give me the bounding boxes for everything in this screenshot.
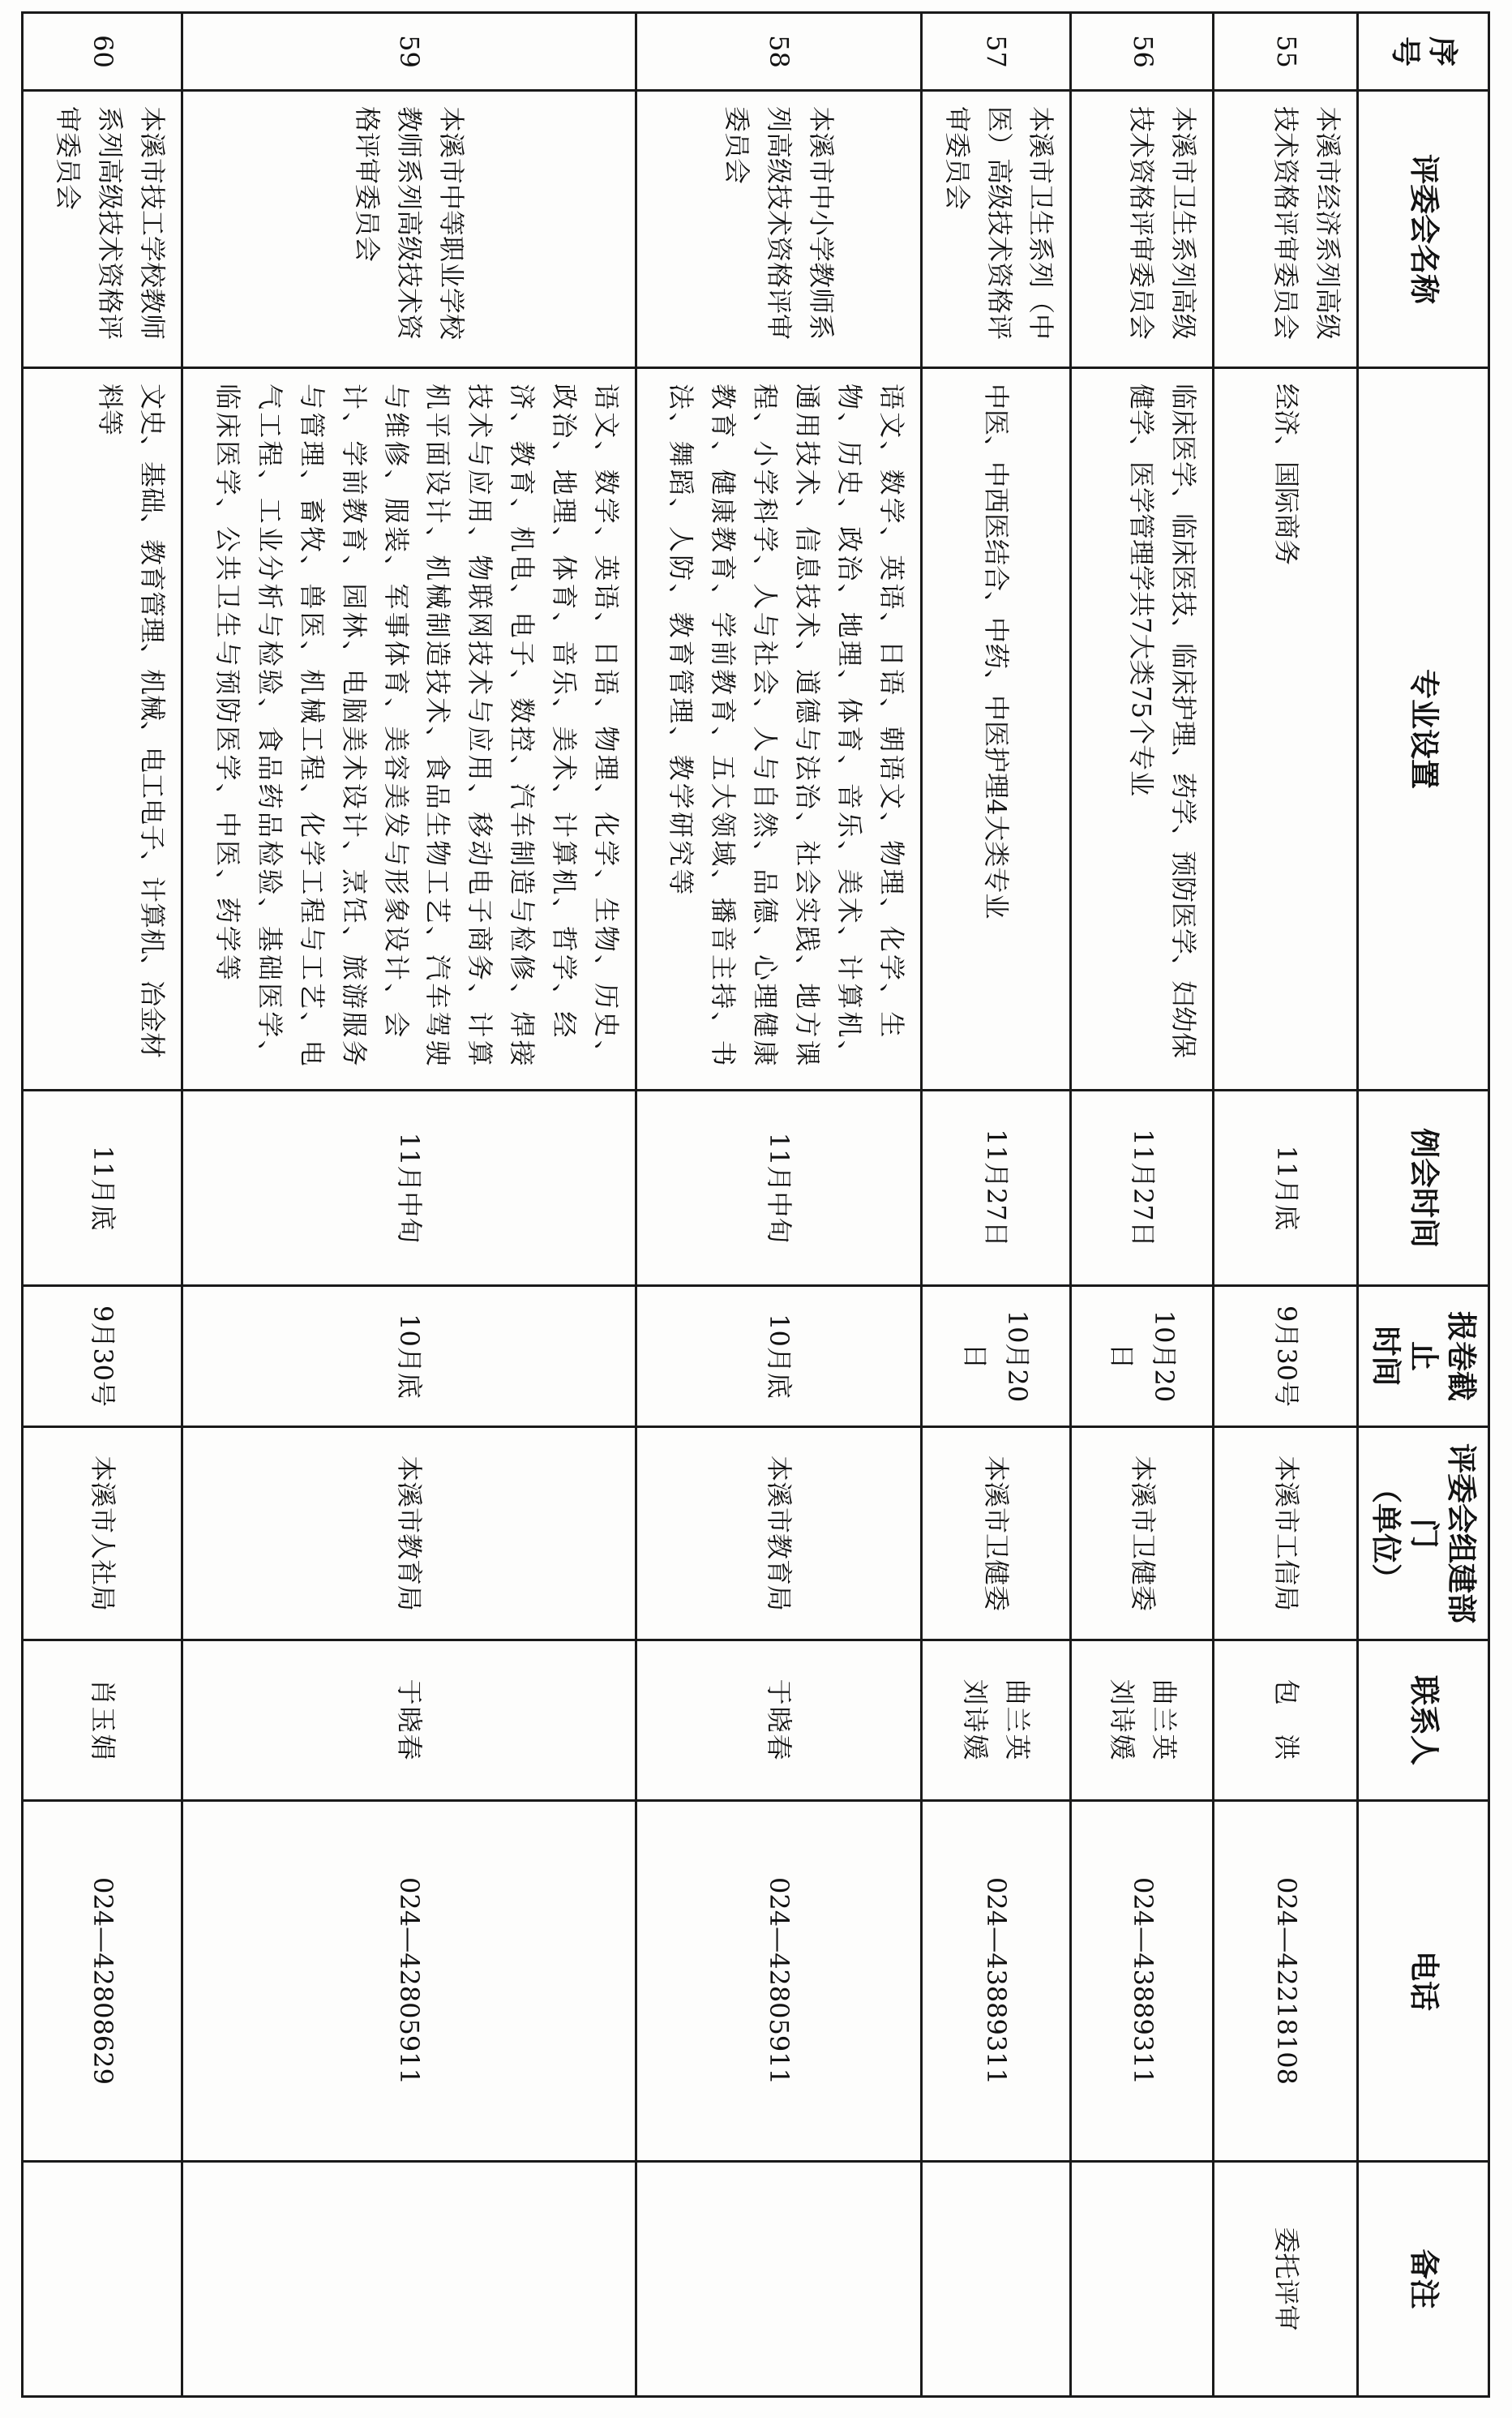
cell-name: 本溪市卫生系列高级技术资格评审委员会 [1071, 91, 1214, 368]
cell-seq: 58 [636, 13, 921, 91]
cell-seq: 60 [23, 13, 182, 91]
header-org-line1: 评委会组建部门 [1406, 1443, 1479, 1623]
contact-line1: 于晓春 [394, 1678, 426, 1762]
cell-org: 本溪市教育局 [182, 1427, 636, 1640]
cell-deadline: 10月20日 [1071, 1286, 1214, 1427]
cell-phone: 024—42218108 [1214, 1801, 1358, 2162]
cell-deadline: 9月30号 [1214, 1286, 1358, 1427]
cell-remark [1071, 2162, 1214, 2397]
cell-specialties: 文史、基础、教育管理、机械、电工电子、计算机、冶金材料等 [23, 368, 182, 1091]
cell-deadline: 9月30号 [23, 1286, 182, 1427]
cell-meeting-time: 11月中旬 [182, 1091, 636, 1286]
cell-contact [23, 1640, 182, 1801]
header-phone: 电话 [1358, 1801, 1489, 2162]
cell-name: 本溪市经济系列高级技术资格评审委员会 [1214, 91, 1358, 368]
contact-line1: 曲兰英 [1002, 1678, 1034, 1762]
cell-meeting-time: 11月中旬 [636, 1091, 921, 1286]
cell-org: 本溪市工信局 [1214, 1427, 1358, 1640]
contact-line1: 于晓春 [764, 1678, 795, 1762]
contact-line1: 包 洪 [1270, 1678, 1302, 1762]
cell-contact [182, 1640, 636, 1801]
cell-name: 本溪市卫生系列（中医）高级技术资格评审委员会 [921, 91, 1071, 368]
header-contact: 联系人 [1358, 1640, 1489, 1801]
table-row [921, 13, 1071, 2397]
header-deadline [1358, 1286, 1489, 1427]
cell-deadline: 10月底 [182, 1286, 636, 1427]
cell-remark: 委托评审 [1214, 2162, 1358, 2397]
table-row [23, 13, 182, 2397]
cell-specialties: 语文、数学、英语、日语、朝语文、物理、化学、生物、历史、政治、地理、体育、音乐、美术、计算机、通用技术、信息技术、道德与法治、社会实践、地方课程、小学科学、人与社会、人与自然、品德、心理健康教育、健康教育、学前教育、五大领域、播音主持、书法、舞蹈、人防、教育管理、教学研究等 [636, 368, 921, 1091]
cell-phone: 024—42805911 [182, 1801, 636, 2162]
cell-seq: 56 [1071, 13, 1214, 91]
table-row [1071, 13, 1214, 2397]
cell-org: 本溪市卫健委 [1071, 1427, 1214, 1640]
contact-line2: 刘诗媛 [1106, 1678, 1137, 1762]
cell-meeting-time: 11月底 [23, 1091, 182, 1286]
header-meeting-time: 例会时间 [1358, 1091, 1489, 1286]
cell-phone: 024—43889311 [921, 1801, 1071, 2162]
header-org-line2: （单位） [1369, 1473, 1404, 1593]
cell-deadline: 10月20日 [921, 1286, 1071, 1427]
cell-org: 本溪市教育局 [636, 1427, 921, 1640]
rotated-table-wrapper [21, 11, 1490, 2395]
header-remark: 备注 [1358, 2162, 1489, 2397]
cell-specialties: 语文、数学、英语、日语、物理、化学、生物、历史、政治、地理、体育、音乐、美术、计算机、哲学、经济、教育、机电、电子、数控、汽车制造与检修、焊接技术与应用、物联网技术与应用、移动电子商务、计算机平面设计、机械制造技术、食品生物工艺、汽车驾驶与维修、服装、军事体育、美容美发与形象设计、会计、学前教育、园林、电脑美术设计、烹饪、旅游服务与管理、畜牧、兽医、机械工程、化学工程与工艺、电气工程、工业分析与检验、食品药品检验、基础医学、临床医学、公共卫生与预防医学、中医、药学等 [182, 368, 636, 1091]
cell-phone: 024—43889311 [1071, 1801, 1214, 2162]
contact-line2: 刘诗媛 [960, 1678, 992, 1762]
cell-name: 本溪市中等职业学校教师系列高级技术资格评审委员会 [182, 91, 636, 368]
cell-specialties: 经济、国际商务 [1214, 368, 1358, 1091]
cell-contact [921, 1640, 1071, 1801]
table-row [182, 13, 636, 2397]
header-specialties: 专业设置 [1358, 368, 1489, 1091]
cell-org: 本溪市卫健委 [921, 1427, 1071, 1640]
cell-remark [182, 2162, 636, 2397]
cell-seq: 55 [1214, 13, 1358, 91]
cell-contact [636, 1640, 921, 1801]
cell-seq: 57 [921, 13, 1071, 91]
cell-specialties: 临床医学、临床医技、临床护理、药学、预防医学、妇幼保健学、医学管理学共7大类75个专业 [1071, 368, 1214, 1091]
contact-line1: 肖玉娟 [87, 1678, 118, 1762]
cell-meeting-time: 11月27日 [921, 1091, 1071, 1286]
cell-meeting-time: 11月27日 [1071, 1091, 1214, 1286]
table-row [1214, 13, 1358, 2397]
cell-deadline: 10月底 [636, 1286, 921, 1427]
cell-remark [636, 2162, 921, 2397]
header-name: 评委会名称 [1358, 91, 1489, 368]
cell-phone: 024—42805911 [636, 1801, 921, 2162]
cell-contact [1071, 1640, 1214, 1801]
cell-name: 本溪市中小学教师系列高级技术资格评审委员会 [636, 91, 921, 368]
review-committee-table [21, 11, 1490, 2398]
cell-phone: 024—42808629 [23, 1801, 182, 2162]
cell-seq: 59 [182, 13, 636, 91]
header-seq: 序号 [1358, 13, 1489, 91]
header-deadline-line2: 时间 [1369, 1326, 1404, 1387]
cell-remark [921, 2162, 1071, 2397]
header-row [1358, 13, 1489, 2397]
cell-org: 本溪市人社局 [23, 1427, 182, 1640]
cell-contact [1214, 1640, 1358, 1801]
cell-remark [23, 2162, 182, 2397]
cell-meeting-time: 11月底 [1214, 1091, 1358, 1286]
header-deadline-line1: 报卷截止 [1406, 1311, 1479, 1401]
table-row [636, 13, 921, 2397]
cell-name: 本溪市技工学校教师系列高级技术资格评审委员会 [23, 91, 182, 368]
contact-line1: 曲兰英 [1148, 1678, 1180, 1762]
cell-specialties: 中医、中西医结合、中药、中医护理4大类专业 [921, 368, 1071, 1091]
header-org [1358, 1427, 1489, 1640]
